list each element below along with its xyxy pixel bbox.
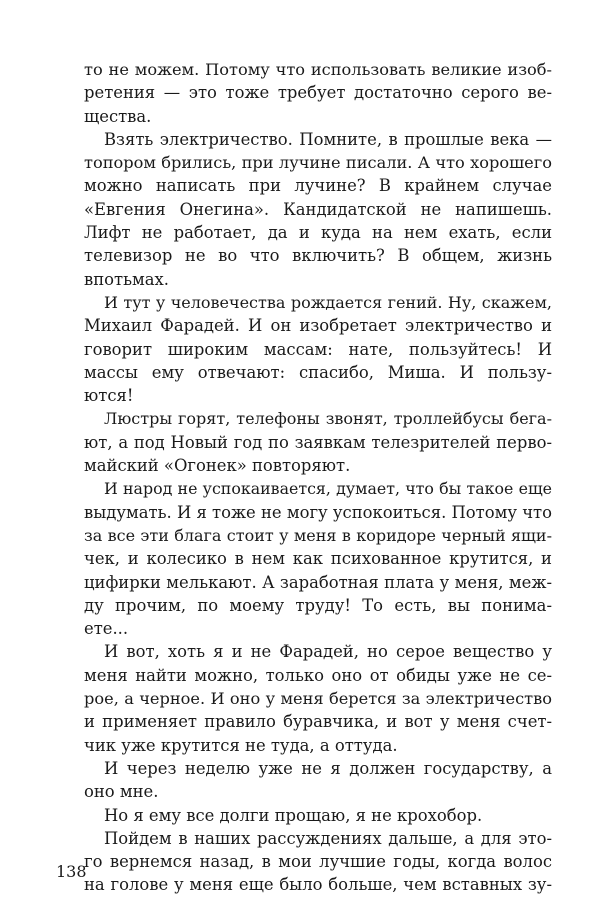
text-line: И вот, хоть я и не Фарадей, но серое вещество у [104,642,552,662]
text-line: и применяет правило буравчика, и вот у меня счет- [84,712,552,732]
text-line: рое, а черное. И оно у меня берется за электричество [84,689,552,709]
text-line: ду прочим, по моему труду! То есть, вы понима- [84,595,552,615]
text-line: говорит широким массам: нате, пользуйтесь! И [84,339,552,359]
text-line: то не можем. Потому что использовать великие изоб- [84,60,552,79]
page-number: 138 [56,862,87,881]
text-line: Михаил Фарадей. И он изобретает электричество и [84,316,552,336]
text-line: впотьмах. [84,269,169,289]
text-line: можно написать при лучине? В крайнем случае [84,176,552,196]
text-line: ют, а под Новый год по заявкам телезрителей перво- [84,432,552,452]
text-line: цифирки мелькают. А заработная плата у меня, меж- [84,572,552,592]
text-line: чек, и колесико в нем как психованное крутится, и [84,549,552,569]
text-line: массы ему отвечают: спасибо, Миша. И пользу- [84,362,552,382]
text-line: И тут у человечества рождается гений. Ну, скажем, [104,292,552,312]
text-line: Взять электричество. Помните, в прошлые века — [104,129,552,149]
text-line: ете... [84,619,129,639]
text-line: ются! [84,386,134,406]
text-line: на голове у меня еще было больше, чем вставных зу- [84,875,552,895]
text-line: телевизор не во что включить? В общем, жизнь [84,246,552,266]
text-line: топором брились, при лучине писали. А что хорошего [84,153,552,173]
text-line: чик уже крутится не туда, а оттуда. [84,735,398,755]
text-line: Но я ему все долги прощаю, я не крохобор. [104,805,483,825]
text-line: меня найти можно, только оно от обиды уже не се- [84,665,552,685]
text-line: Люстры горят, телефоны звонят, троллейбусы бега- [104,409,552,429]
text-line: выдумать. И я тоже не могу успокоиться. Потому что [84,502,552,522]
text-line: Лифт не работает, да и куда на нем ехать, если [84,223,552,243]
text-line: го вернемся назад, в мои лучшие годы, когда волос [84,852,552,872]
text-line: Пойдем в наших рассуждениях дальше, а для это- [104,828,552,848]
text-line: «Евгения Онегина». Кандидатской не напишешь. [84,199,552,219]
text-line: И народ не успокаивается, думает, что бы такое еще [104,479,552,499]
text-line: майский «Огонек» повторяют. [84,456,351,476]
text-line: за все эти блага стоит у меня в коридоре черный ящи- [84,525,552,545]
text-line: щества. [84,106,152,126]
text-line: ретения — это тоже требует достаточно серого ве- [84,83,552,103]
text-line: И через неделю уже не я должен государству, а [104,758,552,778]
text-line: оно мне. [84,782,159,802]
body-text [84,58,552,897]
